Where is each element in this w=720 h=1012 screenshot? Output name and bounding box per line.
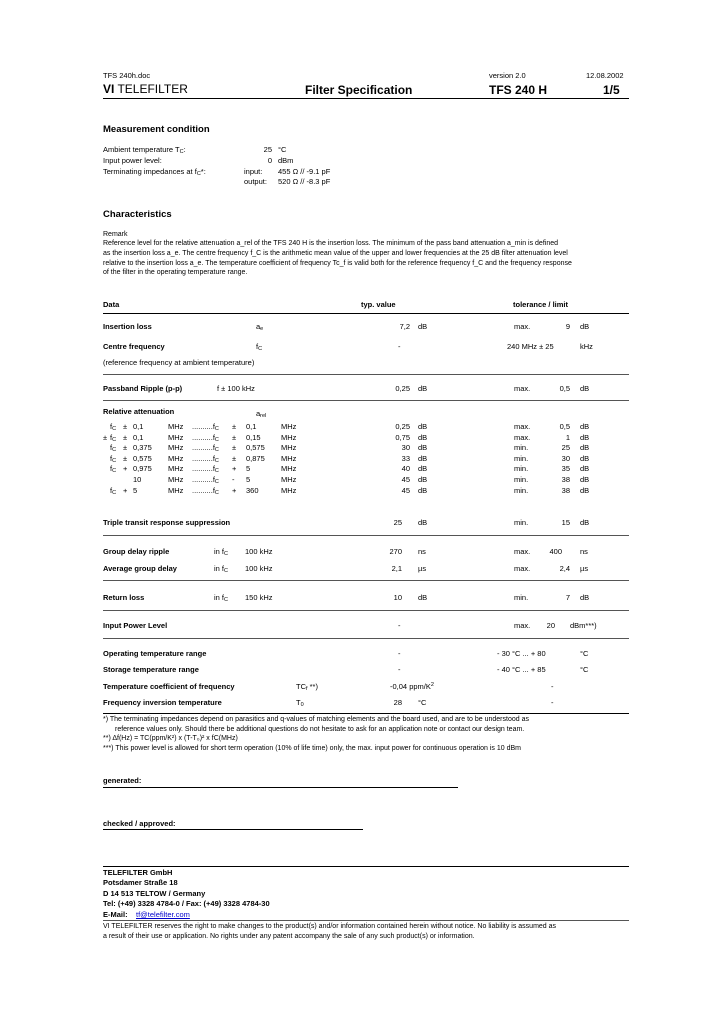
relatt-row-1-v1: 0,1 (133, 432, 144, 442)
centre-frequency-typ: - (398, 342, 401, 351)
triple-transit-kind: min. (514, 518, 529, 527)
tcf-symbol: $TC_f$ **) (296, 682, 318, 692)
rule-after-return-loss (103, 610, 629, 611)
gd-ripple-typ-unit: ns (418, 547, 426, 556)
relatt-row-2-leader: $..........f_C$ (192, 443, 219, 454)
generated-signature-line (103, 787, 458, 788)
gd-ripple-limit: 400 (549, 547, 562, 556)
relatt-row-1-v2: 0,15 (246, 432, 261, 442)
relatt-row-2-u1: MHz (168, 443, 184, 453)
fit-typ: 28 (393, 698, 402, 707)
relatt-row-1-op2: ± (232, 432, 237, 442)
relatt-row-1-leader: $..........f_C$ (192, 432, 219, 443)
relatt-row-4-typ: 40 (401, 464, 410, 474)
input-power-limit: 20 (546, 621, 555, 630)
centre-frequency-tol-unit: kHz (580, 342, 593, 351)
checked-signature-line (103, 829, 363, 830)
operating-temp-label: Operating temperature range (103, 649, 207, 658)
relatt-row-5-lim: 38 (561, 475, 570, 484)
return-loss-limit: 7 (565, 593, 570, 602)
triple-transit-limit: 15 (561, 518, 570, 527)
ripple-limit: 0,5 (559, 384, 570, 393)
relatt-row-3-typ: 33 (401, 453, 410, 463)
power-unit: dBm (278, 156, 294, 165)
relatt-row-5-v1: 10 (133, 475, 142, 484)
contact-city: D 14 513 TELTOW / Germany (103, 889, 206, 898)
characteristics-heading: Characteristics (103, 209, 172, 220)
relatt-row-5-u1: MHz (168, 475, 184, 484)
insertion-loss-symbol: $a_e$ (256, 322, 264, 332)
relatt-row-3-unit: dB (418, 453, 428, 463)
power-value: 0 (267, 156, 272, 165)
company-logo (103, 82, 188, 96)
ambient-label: Ambient temperature $T_C$: (103, 145, 186, 155)
relatt-row-4-lim: 35 (561, 464, 570, 474)
relatt-row-0-u2: MHz (281, 422, 297, 431)
relatt-row-3-leader: $..........f_C$ (192, 453, 219, 464)
relatt-row-4-op1: + (123, 464, 128, 474)
fit-label: Frequency inversion temperature (103, 698, 222, 707)
relatt-row-2-op1: ± (123, 443, 128, 453)
relatt-row-0-lim: 0,5 (559, 422, 570, 431)
storage-temp-typ: - (398, 665, 401, 674)
relatt-row-2-v2: 0,575 (246, 443, 265, 453)
table-bottom-rule (103, 713, 629, 714)
relatt-row-5-leader: $..........f_C$ (192, 475, 219, 485)
tcf-label: Temperature coefficient of frequency (103, 682, 235, 691)
operating-temp-unit: °C (580, 649, 589, 658)
insertion-loss-label: Insertion loss (103, 322, 152, 331)
relatt-row-3-lim: 30 (561, 453, 570, 463)
relatt-row-6-op1: + (123, 485, 128, 495)
contact-street: Potsdamer Straße 18 (103, 878, 178, 887)
output-label: output: (244, 177, 267, 186)
relatt-row-1-lim: 1 (565, 432, 570, 442)
return-loss-typ-unit: dB (418, 593, 428, 602)
table-header-rule (103, 313, 629, 314)
centre-frequency-symbol: $f_C$ (256, 342, 263, 352)
return-loss-condition: in $f_C$ (214, 593, 228, 603)
relatt-row-1-unit: dB (418, 432, 428, 442)
header-rule (103, 98, 629, 99)
avg-gd-condition: in $f_C$ (214, 564, 228, 574)
version: version 2.0 (489, 71, 526, 80)
avg-gd-typ: 2,1 (391, 564, 402, 573)
disclaimer-rule (103, 920, 629, 921)
avg-gd-limit: 2,4 (559, 564, 570, 573)
operating-temp-typ: - (398, 649, 401, 658)
relatt-row-6-kind: min. (514, 485, 529, 495)
company-name: TELEFILTER (117, 82, 188, 96)
input-label: input: (244, 167, 263, 176)
return-loss-limit-unit: dB (580, 593, 590, 602)
relatt-row-4-unit: dB (418, 464, 428, 474)
doc-title: Filter Specification (305, 83, 413, 97)
return-loss-bandwidth: 150 kHz (245, 593, 273, 602)
input-power-limit-unit: dBm***) (570, 621, 597, 630)
insertion-loss-limit: 9 (565, 322, 570, 331)
triple-transit-typ: 25 (393, 518, 402, 527)
storage-temp-range: - 40 °C ... + 85 (497, 665, 546, 674)
return-loss-typ: 10 (393, 593, 402, 602)
relatt-row-4-a: $f_C$ (110, 464, 117, 475)
relatt-row-3-op2: ± (232, 453, 237, 463)
relatt-row-2-v1: 0,375 (133, 443, 152, 453)
ripple-typ: 0,25 (395, 384, 410, 393)
triple-transit-label: Triple transit response suppression (103, 518, 231, 527)
relatt-row-3-v2: 0,875 (246, 453, 265, 463)
ripple-typ-unit: dB (418, 384, 428, 393)
relatt-row-3-kind: min. (514, 453, 529, 463)
fit-symbol: $T_0$ (296, 698, 304, 708)
contact-email-link[interactable]: tf@telefilter.com (136, 910, 190, 919)
relatt-row-6-u1: MHz (168, 485, 184, 495)
relatt-row-5-u2: MHz (281, 475, 297, 484)
relatt-row-0-a: $f_C$ (110, 422, 117, 432)
centre-frequency-tol: 240 MHz ± 25 (507, 342, 554, 351)
return-loss-label: Return loss (103, 593, 145, 602)
relatt-row-6-lunit: dB (580, 485, 590, 495)
gd-ripple-label: Group delay ripple (103, 547, 170, 556)
gd-ripple-limit-unit: ns (580, 547, 588, 556)
relatt-row-6-lim: 38 (561, 485, 570, 495)
storage-temp-unit: °C (580, 665, 589, 674)
tcf-typ: -0,04 ppm/$K^2$ (390, 682, 434, 691)
input-power-label: Input Power Level (103, 621, 168, 630)
relatt-label: Relative attenuation (103, 407, 175, 416)
remark-title: Remark (103, 231, 128, 238)
gd-ripple-typ: 270 (389, 547, 402, 556)
relatt-row-2-op2: ± (232, 443, 237, 453)
relatt-row-6-op2: + (232, 485, 237, 495)
remark-line-2: as the insertion loss a_e. The centre frequency f_C is the arithmetic mean value of the upper and lower frequencies at the 25 dB filter attenuation level (103, 250, 568, 257)
part-number: TFS 240 H (489, 83, 548, 97)
relatt-row-0-u1: MHz (168, 422, 184, 431)
disclaimer-line-1: VI TELEFILTER reserves the right to make changes to the product(s) and/or information contained herein without notice. No liability is assumed as (103, 923, 557, 930)
generated-label: generated: (103, 776, 142, 785)
relatt-row-4-v1: 0,975 (133, 464, 152, 474)
storage-temp-label: Storage temperature range (103, 665, 199, 674)
contact-company: TELEFILTER GmbH (103, 868, 173, 877)
triple-transit-limit-unit: dB (580, 518, 590, 527)
gd-ripple-bandwidth: 100 kHz (245, 547, 273, 556)
relatt-row-2-kind: min. (514, 443, 529, 453)
ripple-kind: max. (514, 384, 531, 393)
relatt-symbol: $a_{rel}$ (256, 409, 267, 419)
relatt-row-4-kind: min. (514, 464, 529, 474)
rule-after-avg-gd (103, 580, 629, 581)
relatt-row-4-v2: 5 (246, 464, 251, 474)
relatt-row-6-typ: 45 (401, 485, 410, 495)
ripple-label: Passband Ripple (p-p) (103, 384, 183, 393)
footnote-2: **) Δf(Hz) = TC(ppm/K²) x (T-T₀)² x fC(MHz) (103, 735, 238, 742)
ambient-value: 25 (263, 145, 272, 154)
rule-after-triple (103, 535, 629, 536)
gd-ripple-condition: in $f_C$ (214, 547, 228, 557)
col-data-header: Data (103, 300, 120, 309)
relatt-row-6-v2: 360 (246, 485, 259, 495)
relatt-row-4-lunit: dB (580, 464, 590, 474)
rule-after-ripple (103, 400, 629, 401)
relatt-row-5-v2: 5 (246, 475, 251, 484)
input-impedance: 455 Ω // -9.1 pF (278, 167, 331, 176)
relatt-row-5-unit: dB (418, 475, 428, 484)
remark-line-1: Reference level for the relative attenuation a_rel of the TFS 240 H is the insertion loss. The minimum of the pass band attenuation a_min is defined (103, 240, 558, 247)
relatt-row-3-a: $f_C$ (110, 453, 117, 464)
relatt-row-4-u1: MHz (168, 464, 184, 474)
relatt-row-0-typ: 0,25 (395, 422, 410, 431)
avg-gd-limit-unit: µs (580, 564, 589, 573)
insertion-loss-typ: 7,2 (399, 322, 410, 331)
contact-phone: Tel: (+49) 3328 4784-0 / Fax: (+49) 3328 4784-30 (103, 899, 270, 908)
remark-line-3: relative to the insertion loss a_e. The temperature coefficient of frequency Tc_f is valid both for the reference frequency f_C and the frequency response (103, 260, 572, 267)
relatt-row-4-op2: + (232, 464, 237, 474)
relatt-row-3-op1: ± (123, 453, 128, 463)
relatt-row-0-kind: max. (514, 422, 531, 431)
ambient-unit: °C (278, 145, 287, 154)
relatt-row-5-typ: 45 (401, 475, 410, 484)
relatt-row-0-leader: $..........f_C$ (192, 422, 219, 432)
relatt-row-2-a: $f_C$ (110, 443, 117, 454)
relatt-row-1-a: $f_C$ (110, 432, 117, 443)
col-typ-header: typ. value (361, 300, 396, 309)
relatt-row-1-u2: MHz (281, 432, 297, 442)
rule-after-input-power (103, 638, 629, 639)
checked-label: checked / approved: (103, 819, 176, 828)
relatt-row-3-u1: MHz (168, 453, 184, 463)
measurement-heading: Measurement condition (103, 124, 210, 135)
remark-line-4: of the filter in the operating temperature range. (103, 269, 248, 276)
avg-gd-label: Average group delay (103, 564, 177, 573)
ripple-condition: f ± 100 kHz (217, 384, 255, 393)
relatt-row-0-v1: 0,1 (133, 422, 144, 431)
relatt-row-1-kind: max. (514, 432, 531, 442)
avg-gd-bandwidth: 100 kHz (245, 564, 273, 573)
relatt-row-1-typ: 0,75 (395, 432, 410, 442)
relatt-row-2-lim: 25 (561, 443, 570, 453)
relatt-row-6-a: $f_C$ (110, 485, 117, 496)
relatt-row-5-lunit: dB (580, 475, 590, 484)
relatt-row-1-u1: MHz (168, 432, 184, 442)
footnote-3: ***) This power level is allowed for short term operation (10% of life time) only, the max. input power for continuous operation is 10 dBm (103, 745, 521, 752)
insertion-loss-typ-unit: dB (418, 322, 428, 331)
relatt-row-6-unit: dB (418, 485, 428, 495)
tcf-tol: - (551, 682, 554, 691)
relatt-row-2-typ: 30 (401, 443, 410, 453)
avg-gd-kind: max. (514, 564, 531, 573)
relatt-row-6-v1: 5 (133, 485, 138, 495)
input-power-typ: - (398, 621, 401, 630)
filename: TFS 240h.doc (103, 71, 151, 80)
disclaimer-line-2: a result of their use or application. No rights under any patent accompany the sale of any such product(s) or information. (103, 933, 475, 940)
triple-transit-typ-unit: dB (418, 518, 428, 527)
footnote-1b: reference values only. Should there be additional questions do not hesitate to ask for an application note or contact our design team. (115, 726, 525, 733)
gd-ripple-kind: max. (514, 547, 531, 556)
relatt-row-1-lunit: dB (580, 432, 590, 442)
footnote-1: *) The terminating impedances depend on parasitics and q-values of matching elements and the board used, and are to be understood as (103, 716, 529, 723)
output-impedance: 520 Ω // -8.3 pF (278, 177, 331, 186)
power-label: Input power level: (103, 156, 162, 165)
avg-gd-typ-unit: µs (418, 564, 427, 573)
relatt-row-2-unit: dB (418, 443, 428, 453)
centre-frequency-label: Centre frequency (103, 342, 165, 351)
contact-email-label: E-Mail: (103, 910, 128, 919)
fit-typ-unit: °C (418, 698, 427, 707)
relatt-row-3-v1: 0,575 (133, 453, 152, 463)
relatt-row-6-leader: $..........f_C$ (192, 485, 219, 496)
insertion-loss-limit-unit: dB (580, 322, 590, 331)
relatt-row-5-op2: - (232, 475, 235, 484)
relatt-row-2-lunit: dB (580, 443, 590, 453)
relatt-row-3-u2: MHz (281, 453, 297, 463)
relatt-row-1-pre: ± (103, 432, 108, 442)
fit-tol: - (551, 698, 554, 707)
relatt-row-4-leader: $..........f_C$ (192, 464, 219, 475)
insertion-loss-kind: max. (514, 322, 531, 331)
rule-after-centre (103, 374, 629, 375)
company-prefix: VI (103, 82, 115, 96)
ripple-limit-unit: dB (580, 384, 590, 393)
relatt-row-2-u2: MHz (281, 443, 297, 453)
relatt-row-0-op1: ± (123, 422, 128, 431)
operating-temp-range: - 30 °C ... + 80 (497, 649, 546, 658)
relatt-row-0-unit: dB (418, 422, 428, 431)
relatt-row-0-v2: 0,1 (246, 422, 257, 431)
header-date: 12.08.2002 (586, 71, 624, 80)
return-loss-kind: min. (514, 593, 529, 602)
contact-rule (103, 866, 629, 867)
col-tol-header: tolerance / limit (513, 300, 569, 309)
input-power-kind: max. (514, 621, 531, 630)
page-number: 1/5 (603, 83, 620, 97)
relatt-row-1-op1: ± (123, 432, 128, 442)
impedance-label: Terminating impedances at $f_C*$: (103, 167, 206, 177)
relatt-row-4-u2: MHz (281, 464, 297, 474)
relatt-row-5-kind: min. (514, 475, 529, 484)
relatt-row-0-lunit: dB (580, 422, 590, 431)
centre-frequency-note: (reference frequency at ambient temperature) (103, 358, 255, 367)
relatt-row-6-u2: MHz (281, 485, 297, 495)
relatt-row-0-op2: ± (232, 422, 237, 431)
relatt-row-3-lunit: dB (580, 453, 590, 463)
